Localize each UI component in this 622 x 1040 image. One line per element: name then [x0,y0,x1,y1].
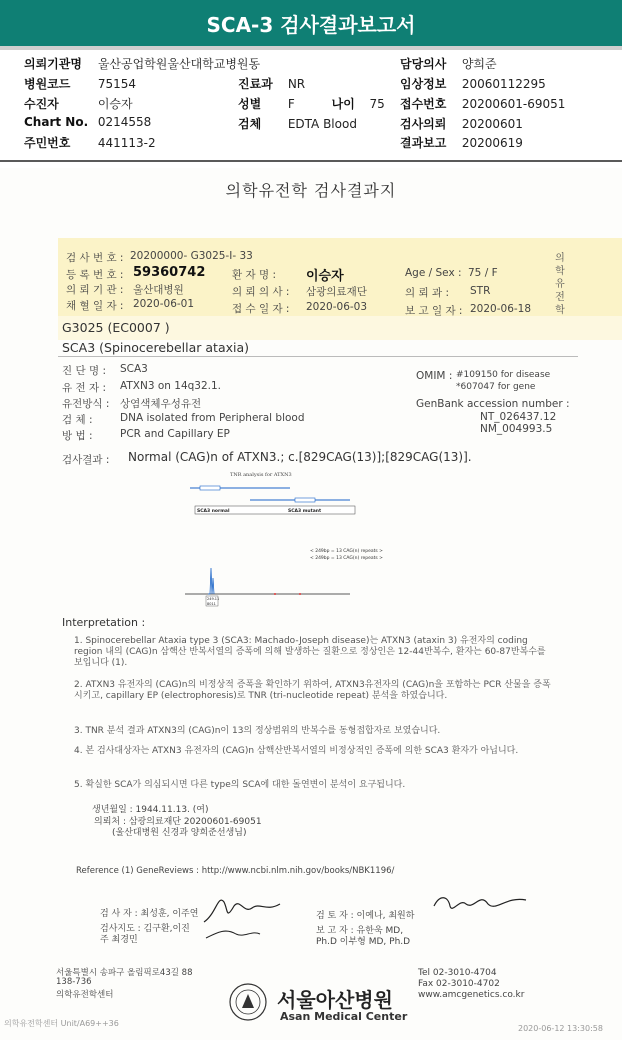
sex-label: 성별 [238,97,262,111]
gene-value: ATXN3 on 14q32.1. [120,380,222,392]
receipt-row [400,95,565,112]
result-value: 20200619 [461,136,523,150]
fig-mutant-box [295,498,315,502]
doctor-row [400,55,497,72]
examiner: 검 사 자 : 최성훈, 이주연 [100,909,199,919]
ward-label: 의 뢰 과 : [405,287,449,299]
footer-right: 2020-06-12 13:30:58 [518,1024,603,1033]
signature-left [196,884,286,944]
collect-label: 채 혈 일 자 : [66,300,124,312]
department-label: 진료과 [238,77,273,91]
resident-row [24,134,156,151]
resident-value: 441113-2 [97,136,156,150]
req-doctor-value: 삼광의료재단 [306,286,367,298]
side-label: 의 학 유 전 학 [555,253,565,316]
fig-annot-2: < 249bp = 13 CAG(n) repeats > [310,556,383,561]
asan-emblem-icon [228,982,268,1022]
hospital-name-en: Asan Medical Center [280,1010,408,1023]
reg-no-value: 59360742 [133,265,206,280]
genbank-label: GenBank accession number : [416,398,570,410]
address-3: 의학유전학센터 [56,990,114,1000]
fig-marker-1 [274,593,276,595]
patient-label: 수진자 [24,97,59,111]
tel: Tel 02-3010-4704 [418,968,497,978]
collect-value: 2020-06-01 [133,298,195,310]
clinical-label: 임상정보 [400,77,447,91]
chart-value: 0214558 [97,115,152,129]
reg-no-label: 등 록 번 호 : [66,269,124,281]
omim-label: OMIM : [416,370,453,382]
genbank-nm: NM_004993.5 [480,423,553,435]
hospital-name: 서울아산병원 [277,988,393,1012]
specimen-value: EDTA Blood [287,117,357,131]
diag-label: 진 단 명 : [62,365,106,377]
patient-name-label: 환 자 명 : [232,269,276,281]
report-date-value: 2020-06-18 [470,303,532,315]
fig-title: TNR analysis for ATXN3 [230,472,292,478]
interp-item-5: 5. 확실한 SCA가 의심되시면 다른 type의 SCA에 대한 돌연변이 분석이 요구됩니다. [74,780,406,790]
method-label: 방 법 : [62,430,93,442]
birth-date: 생년월일 : 1944.11.13. (여) [92,805,209,815]
section-divider [58,356,578,357]
fig-peak-a: 249.11 [207,597,220,601]
request-label: 검사의뢰 [400,117,447,131]
title-underline [0,46,622,50]
patient-row [24,95,133,112]
department-value: NR [287,77,306,91]
fig-normal-box [200,486,220,490]
clinical-value: 20060112295 [461,77,546,91]
doctor-label: 담당의사 [400,57,447,71]
receipt-date-label: 접 수 일 자 : [232,303,290,315]
reference: Reference (1) GeneReviews : http://www.ncbi.nlm.nih.gov/books/NBK1196/ [76,866,395,876]
exam-no-label: 검 사 번 호 : [66,252,124,264]
receipt-value: 20200601-69051 [461,97,566,111]
result-row [400,134,523,151]
address-2: 138-736 [56,977,92,987]
age-value: 75 [369,97,385,111]
req-doctor-label: 의 뢰 의 사 : [232,286,290,298]
signature-right [430,884,530,924]
request-value: 20200601 [461,117,523,131]
chart-row [24,115,151,129]
inherit-label: 유전방식 : [62,398,110,410]
supervisor: 검사지도 : 김구환,이진주 최경민 [100,924,190,945]
omim-disease: #109150 for disease [456,370,551,380]
requester-detail: (울산대병원 신경과 양희준선생님) [112,828,247,838]
test-code: G3025 (EC0007 ) [62,320,170,335]
result-label-scan: 검사결과 : [62,454,110,466]
requester: 의뢰처 : 삼광의료재단 20200601-69051 [94,817,262,827]
age-label: 나이 [331,97,355,111]
req-inst-value: 울산대병원 [133,284,184,296]
header-divider [0,160,622,162]
specimen-row [238,115,357,132]
reporter: 보 고 자 : 유한욱 MD, Ph.D 이부형 MD, Ph.D [316,926,411,947]
exam-no-value: 20200000- G3025-I- 33 [130,250,253,262]
interp-item-3: 3. TNR 분석 결과 ATXN3의 (CAG)n이 13의 정상범위의 반복수를 동형접합자로 보였습니다. [74,726,441,736]
genbank-nt: NT_026437.12 [480,411,557,423]
fig-label-normal: SCA3 normal [197,509,230,514]
result-label: 결과보고 [400,136,447,150]
address-1: 서울특별시 송파구 올림픽로43길 88 [56,968,193,978]
patient-name-value: 이승자 [306,269,344,284]
fig-peak-b: 8011 [207,602,216,606]
fig-peak-trace [208,568,214,594]
institution-value: 울산공업학원울산대학교병원동 [97,57,261,71]
result-value-scan: Normal (CAG)n of ATXN3.; c.[829CAG(13)];[829CAG(13)]. [128,450,472,464]
hospital-code-row [24,75,136,92]
website: www.amcgenetics.co.kr [418,990,525,1000]
sex-row [238,95,385,112]
footer-left: 의학유전학센터 Unit/A69++36 [4,1019,119,1028]
gene-label: 유 전 자 : [62,382,106,394]
patient-value: 이승자 [97,97,133,111]
department-row [238,75,305,92]
reviewer: 검 토 자 : 이예나, 최원하 [316,911,415,921]
fax: Fax 02-3010-4702 [418,979,500,989]
interp-item-2: 2. ATXN3 유전자의 (CAG)n의 비정상적 증폭을 확인하기 위하여, ATXN3유전자의 (CAG)n을 포함하는 PCR 산물을 증폭시키고, capillary EP (electrophoresis)로 TNR (tri-nucleotide repeat) 분석을 하였습니다. [74,680,551,701]
hospital-code-value: 75154 [97,77,137,91]
req-inst-label: 의 뢰 기 관 : [66,284,124,296]
scan-title: 의학유전학 검사결과지 [225,181,397,200]
clinical-row [400,75,546,92]
interp-title: Interpretation : [62,616,146,629]
test-name: SCA3 (Spinocerebellar ataxia) [62,340,250,355]
request-row [400,115,523,132]
fig-annot-1: < 249bp = 13 CAG(n) repeats > [310,549,383,554]
ward-value: STR [470,285,491,297]
age-sex-value: 75 / F [468,267,498,279]
interp-item-1: 1. Spinocerebellar Ataxia type 3 (SCA3: Machado-Joseph disease)는 ATXN3 (ataxin 3) 유전자의 coding region 내의 (CAG)n 삼핵산 반복서열의 증폭에 의해 발생하는 질환으로 정상인은 12-44반복수, 환자는 60-87반복수를 보입니다 (1). [74,636,546,668]
receipt-date-value: 2020-06-03 [306,301,368,313]
specimen-value-scan: DNA isolated from Peripheral blood [120,412,305,424]
report-title: SCA-3 검사결과보고서 [0,0,622,46]
chart-label: Chart No. [24,115,89,129]
institution-row [24,55,260,72]
tnr-figure [160,468,400,618]
receipt-label: 접수번호 [400,97,447,111]
specimen-label-scan: 검 체 : [62,414,93,426]
method-value: PCR and Capillary EP [120,428,230,440]
inherit-value: 상염색체우성유전 [120,398,202,410]
fig-label-mutant: SCA3 mutant [288,509,322,514]
hospital-code-label: 병원코드 [24,77,71,91]
sex-value: F [287,97,295,111]
resident-label: 주민번호 [24,136,71,150]
institution-label: 의뢰기관명 [24,57,82,71]
omim-gene: *607047 for gene [456,382,536,392]
diag-value: SCA3 [120,363,148,375]
report-date-label: 보 고 일 자 : [405,305,463,317]
specimen-label: 검체 [238,117,262,131]
doctor-value: 양희준 [461,57,497,71]
interp-item-4: 4. 본 검사대상자는 ATXN3 유전자의 (CAG)n 삼핵산반복서열의 비정상적인 증폭에 의한 SCA3 환자가 아닙니다. [74,746,519,756]
fig-marker-2 [299,593,301,595]
age-sex-label: Age / Sex : [405,267,462,279]
